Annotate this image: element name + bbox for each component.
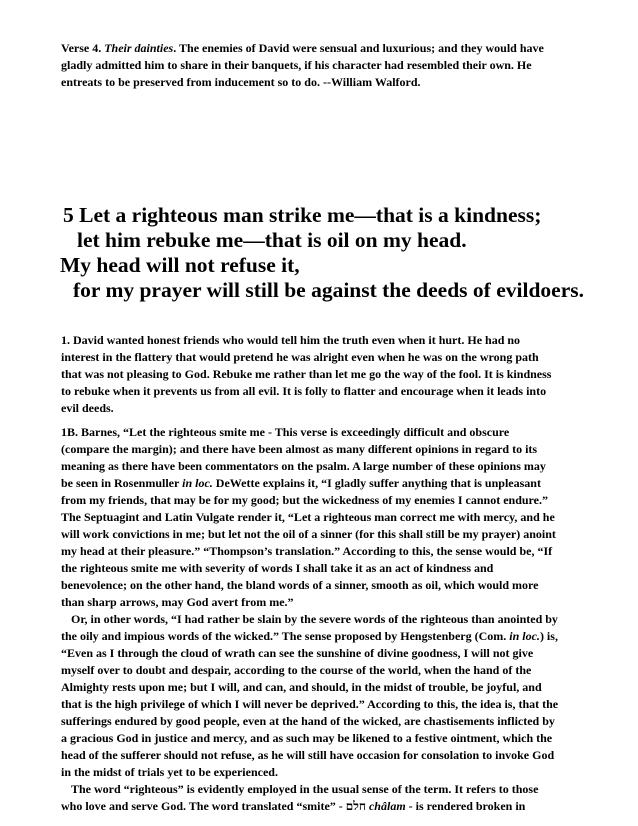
text-run: be seen in Rosenmuller: [61, 476, 183, 490]
text-line: than sharp arrows, may God avert from me.”: [61, 595, 294, 609]
text-run: ) is,: [539, 629, 558, 643]
text-line: “Even as I through the cloud of wrath can see the sunshine of divine goodness, I will not give: [61, 646, 534, 660]
verse-line: 5 Let a righteous man strike me—that is a kindness;: [63, 203, 542, 227]
text-line: that was not pleasing to God. Rebuke me rather than let me go the way of the fool. It is kindness: [61, 367, 552, 381]
text-line: entreats to be preserved from inducement so to do. --William Walford.: [61, 75, 421, 89]
text-line: my head at their pleasure.” “Thompson’s translation.” According to this, the sense would be, “If: [61, 544, 553, 558]
text-line: [61, 628, 581, 645]
paragraph-walford: [61, 40, 581, 91]
paragraph-barnes: [61, 424, 581, 815]
text-line: Or, in other words, “I had rather be slain by the severe words of the righteous than anointed by: [71, 612, 558, 626]
text-line: the righteous smite me with severity of words I shall take it as an act of kindness and: [61, 561, 494, 575]
latin-term: in loc.: [182, 476, 213, 490]
text-run: . The enemies of David were sensual and luxurious; and they would have: [173, 41, 544, 55]
text-run: the oily and impious words of the wicked.” The sense proposed by Hengstenberg (Com.: [61, 629, 510, 643]
text-line: The Septuagint and Latin Vulgate render it, “Let a righteous man correct me with mercy, and he: [61, 510, 555, 524]
text-line: benevolence; on the other hand, the bland words of a sinner, smooth as oil, which would more: [61, 578, 539, 592]
verse-line: My head will not refuse it,: [60, 253, 300, 277]
verse-ref: Verse 4.: [61, 41, 105, 55]
text-line: head of the sufferer should not refuse, as he will still have occasion for consolation to invoke God: [61, 748, 555, 762]
text-line: to rebuke when it prevents us from all evil. It is folly to flatter and encourage when it leads into: [61, 384, 547, 398]
text-line: 1B. Barnes, “Let the righteous smite me - This verse is exceedingly difficult and obscure: [61, 425, 510, 439]
text-run: DeWette explains it, “I gladly suffer anything that is unpleasant: [212, 476, 541, 490]
text-run: - is rendered broken in: [405, 799, 526, 813]
latin-term: in loc.: [509, 629, 540, 643]
scripture-verse: [60, 203, 600, 303]
text-line: sufferings endured by good people, even at the hand of the wicked, are chastisements inflicted by: [61, 714, 555, 728]
verse-line: for my prayer will still be against the deeds of evildoers.: [73, 278, 584, 302]
transliteration: châlam: [368, 799, 406, 813]
text-line: (compare the margin); and there have been almost as many different opinions in regard to its: [61, 442, 538, 456]
text-run: who love and serve God. The word translated “smite” -: [61, 799, 346, 813]
text-line: [61, 798, 581, 815]
text-line: The word “righteous” is evidently employed in the usual sense of the term. It refers to those: [71, 782, 539, 796]
text-line: will work convictions in me; but let not the oil of a sinner (for this shall still be my prayer) anoint: [61, 527, 556, 541]
text-line: interest in the flattery that would pretend he was alright even when he was on the wrong path: [61, 350, 539, 364]
text-line: [61, 40, 581, 57]
paragraph-commentary-1: [61, 332, 581, 417]
text-line: [61, 475, 581, 492]
text-line: in the midst of trials yet to be experienced.: [61, 765, 278, 779]
text-line: meaning as there have been commentators on the psalm. A large number of these opinions may: [61, 459, 546, 473]
text-line: 1. David wanted honest friends who would tell him the truth even when it hurt. He had no: [61, 333, 521, 347]
text-line: Almighty rests upon me; but I will, and can, and should, in the midst of trouble, be joyful, and: [61, 680, 542, 694]
verse-line: let him rebuke me—that is oil on my head.: [77, 228, 467, 252]
text-line: that is the high privilege of which I will never be deprived.” According to this, the idea is, that the: [61, 697, 559, 711]
text-line: from my friends, that may be for my good; but the wickedness of my enemies I cannot endure.”: [61, 493, 548, 507]
text-line: evil deeds.: [61, 401, 114, 415]
verse-phrase: Their dainties: [104, 41, 174, 55]
hebrew-word: חלם: [345, 799, 366, 813]
text-line: myself over to doubt and despair, according to the course of the world, when the hand of the: [61, 663, 532, 677]
text-line: gladly admitted him to share in their banquets, if his character had resembled their own. He: [61, 58, 532, 72]
text-line: a gracious God in justice and mercy, and as such may be likened to a festive ointment, which the: [61, 731, 553, 745]
